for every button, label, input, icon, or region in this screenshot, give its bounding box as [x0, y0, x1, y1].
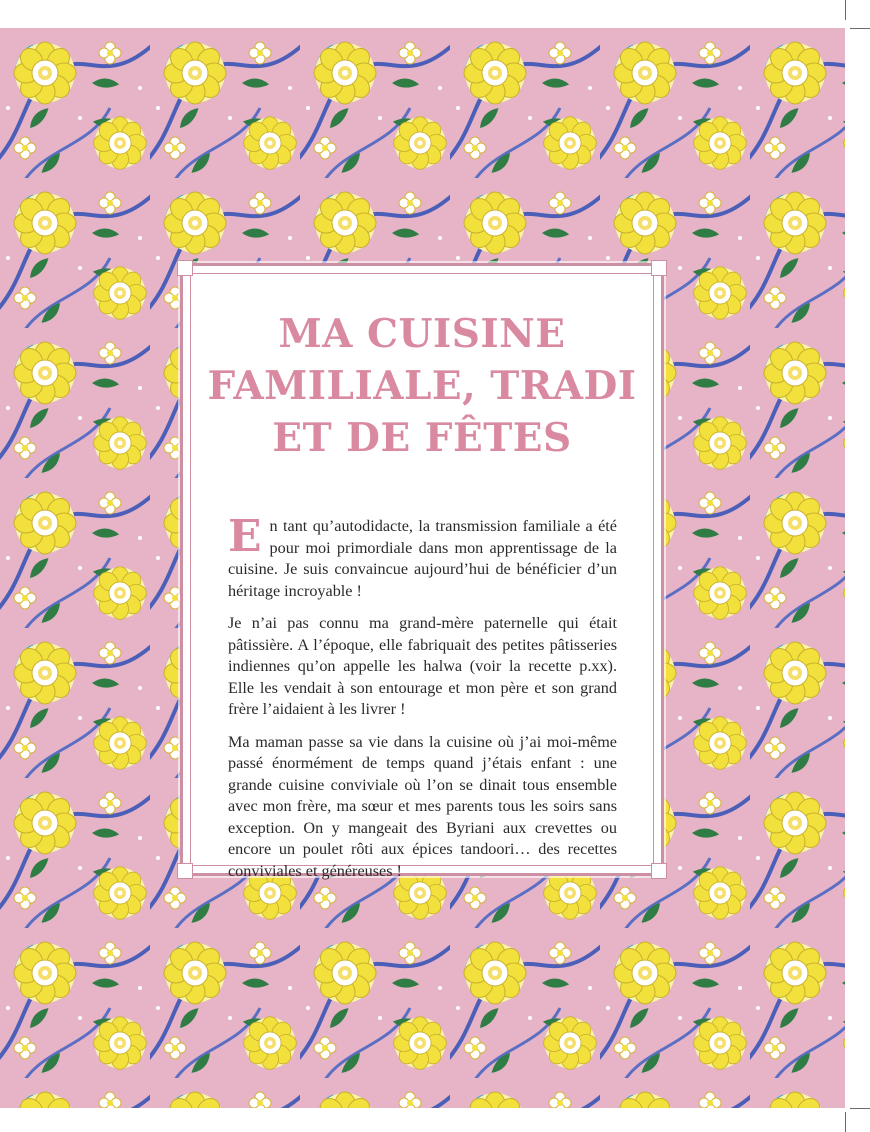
frame-corner-ornament [651, 863, 667, 879]
frame-corner-ornament [177, 260, 193, 276]
drop-cap: E [228, 511, 262, 562]
paragraph [228, 511, 617, 602]
crop-mark-bottom-vertical [845, 1112, 846, 1132]
body-text [228, 511, 617, 893]
paragraph-text: n tant qu’autodidacte, la transmission familiale a été pour moi primordiale dans mon apprentissage de la cuisine. Je suis convaincue aujourd’hui de bénéficier d’un héritage incroyable ! [228, 517, 617, 600]
crop-mark-top-vertical [845, 0, 846, 20]
page-title [183, 308, 661, 464]
frame-corner-ornament [651, 260, 667, 276]
title-line: ET DE FÊTES [272, 415, 572, 461]
paragraph: Ma maman passe sa vie dans la cuisine où j’ai moi-même passé énormément de temps quand j’étais enfant : une grande cuisine conviviale où l’on se dinait tous ensemble avec mon frère, ma sœur et mes parents tous les soirs sans exception. On y mangeait des Byriani aux crevettes ou encore un poulet rôti aux épices tandoori… des recettes conviviales et généreuses ! [228, 732, 617, 880]
text-card [180, 263, 664, 880]
crop-mark-top-horizontal [850, 28, 870, 29]
frame-corner-ornament [177, 863, 193, 879]
crop-mark-bottom-horizontal [850, 1108, 870, 1109]
title-line: FAMILIALE, TRADI [207, 363, 637, 409]
title-line: MA CUISINE [278, 311, 566, 357]
paragraph: Je n’ai pas connu ma grand-mère paternelle qui était pâtissière. A l’époque, elle fabriquait des petites pâtisseries indiennes qu’on appelle les halwa (voir la recette p.xx). Elle les vendait à son entourage et mon père et son grand frère l’aidaient à les livrer ! [228, 614, 617, 718]
